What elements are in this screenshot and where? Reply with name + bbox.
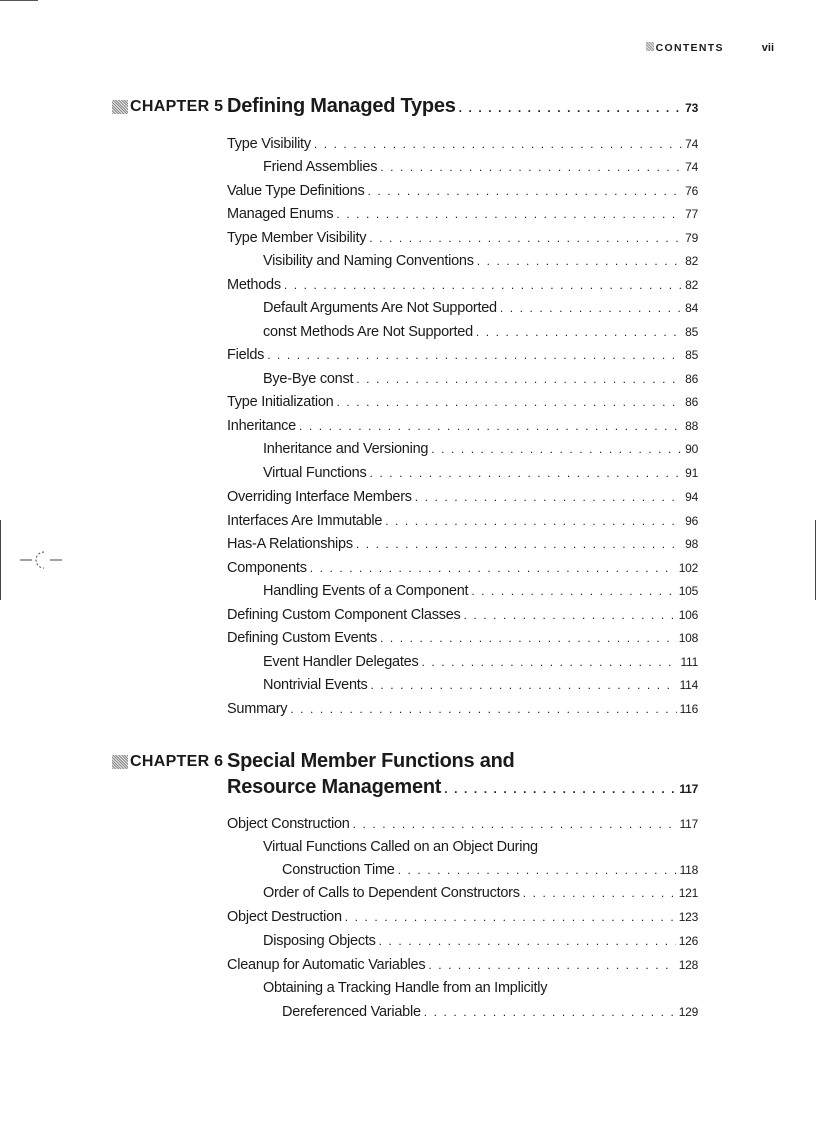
chapter-title[interactable]: Resource Management . . . 117: [227, 776, 698, 799]
dot-leader: [428, 958, 675, 972]
dot-leader: [380, 631, 676, 645]
dot-leader: [356, 372, 682, 386]
toc-subentry[interactable]: Bye-Bye const . . . 86: [263, 371, 698, 387]
chapter-title-line[interactable]: Special Member Functions and: [227, 750, 515, 772]
toc-entry[interactable]: Components . . . 102: [227, 560, 698, 576]
dot-leader: [464, 608, 676, 622]
toc-subentry[interactable]: const Methods Are Not Supported . . . 85: [263, 324, 698, 340]
dot-leader: [314, 137, 682, 151]
toc-entry[interactable]: Value Type Definitions . . . 76: [227, 183, 698, 199]
dot-leader: [471, 584, 675, 598]
dot-leader: [353, 817, 677, 831]
toc-entry[interactable]: Cleanup for Automatic Variables . . . 128: [227, 957, 698, 973]
toc-entry[interactable]: Overriding Interface Members . . . 94: [227, 489, 698, 505]
toc-entry[interactable]: Methods . . . 82: [227, 277, 698, 293]
registration-mark-icon: [20, 548, 64, 572]
toc-subentry[interactable]: Visibility and Naming Conventions . . . 82: [263, 253, 698, 269]
toc-entry[interactable]: Managed Enums . . . 77: [227, 206, 698, 222]
dot-leader: [371, 678, 677, 692]
hatch-ornament: [112, 100, 128, 114]
dot-leader: [284, 278, 682, 292]
dot-leader: [523, 886, 676, 900]
dot-leader: [476, 325, 682, 339]
toc-entry[interactable]: Type Visibility . . . 74: [227, 136, 698, 152]
top-rule: [0, 0, 38, 1]
running-header: [646, 42, 774, 54]
dot-leader: [367, 184, 682, 198]
dot-leader: [299, 419, 682, 433]
toc-entry[interactable]: Object Construction . . . 117: [227, 816, 698, 832]
dot-leader: [345, 910, 676, 924]
hatch-ornament: [646, 42, 654, 51]
dot-leader: [369, 231, 682, 245]
toc-subentry[interactable]: Nontrivial Events . . . 114: [263, 677, 698, 693]
toc-entry[interactable]: Type Member Visibility . . . 79: [227, 230, 698, 246]
toc-subentry-wrap[interactable]: Virtual Functions Called on an Object During: [263, 839, 538, 855]
dot-leader: [398, 863, 677, 877]
toc-entry[interactable]: Type Initialization . . . 86: [227, 394, 698, 410]
dot-leader: [385, 514, 682, 528]
toc-subentry[interactable]: Dereferenced Variable . . . 129: [282, 1004, 698, 1020]
toc-entry[interactable]: Defining Custom Events . . . 108: [227, 630, 698, 646]
chapter-title[interactable]: Defining Managed Types . . . 73: [227, 95, 698, 118]
toc-subentry[interactable]: Construction Time . . . 118: [282, 862, 698, 878]
dot-leader: [356, 537, 682, 551]
toc-subentry[interactable]: Virtual Functions . . . 91: [263, 465, 698, 481]
chapter-label: CHAPTER 5: [112, 98, 223, 116]
dot-leader: [444, 782, 676, 796]
toc-entry[interactable]: Summary . . . 116: [227, 701, 698, 717]
running-title: CONTENTS: [655, 42, 724, 54]
dot-leader: [431, 442, 682, 456]
toc-entry[interactable]: Interfaces Are Immutable . . . 96: [227, 513, 698, 529]
dot-leader: [424, 1005, 676, 1019]
dot-leader: [477, 254, 682, 268]
toc-subentry[interactable]: Default Arguments Are Not Supported . . . 84: [263, 300, 698, 316]
dot-leader: [336, 207, 682, 221]
chapter-label: CHAPTER 6: [112, 753, 223, 771]
toc-entry[interactable]: Inheritance . . . 88: [227, 418, 698, 434]
toc-subentry-wrap[interactable]: Obtaining a Tracking Handle from an Implicitly: [263, 980, 548, 996]
toc-subentry[interactable]: Order of Calls to Dependent Constructors . . . 121: [263, 885, 698, 901]
dot-leader: [421, 655, 677, 669]
dot-leader: [459, 101, 683, 115]
page-number: vii: [761, 42, 774, 54]
hatch-ornament: [112, 755, 128, 769]
dot-leader: [310, 561, 676, 575]
toc-subentry[interactable]: Friend Assemblies . . . 74: [263, 159, 698, 175]
toc-entry[interactable]: Has-A Relationships . . . 98: [227, 536, 698, 552]
crop-line-left: [0, 520, 1, 600]
dot-leader: [380, 160, 682, 174]
dot-leader: [336, 395, 682, 409]
dot-leader: [267, 348, 682, 362]
dot-leader: [500, 301, 682, 315]
toc-subentry[interactable]: Event Handler Delegates . . . 111: [263, 654, 698, 670]
dot-leader: [379, 934, 676, 948]
dot-leader: [369, 466, 682, 480]
toc-subentry[interactable]: Handling Events of a Component . . . 105: [263, 583, 698, 599]
toc-entry[interactable]: Defining Custom Component Classes . . . 106: [227, 607, 698, 623]
toc-entry[interactable]: Object Destruction . . . 123: [227, 909, 698, 925]
toc-subentry[interactable]: Disposing Objects . . . 126: [263, 933, 698, 949]
dot-leader: [290, 702, 676, 716]
toc-entry[interactable]: Fields . . . 85: [227, 347, 698, 363]
dot-leader: [415, 490, 682, 504]
toc-subentry[interactable]: Inheritance and Versioning . . . 90: [263, 441, 698, 457]
